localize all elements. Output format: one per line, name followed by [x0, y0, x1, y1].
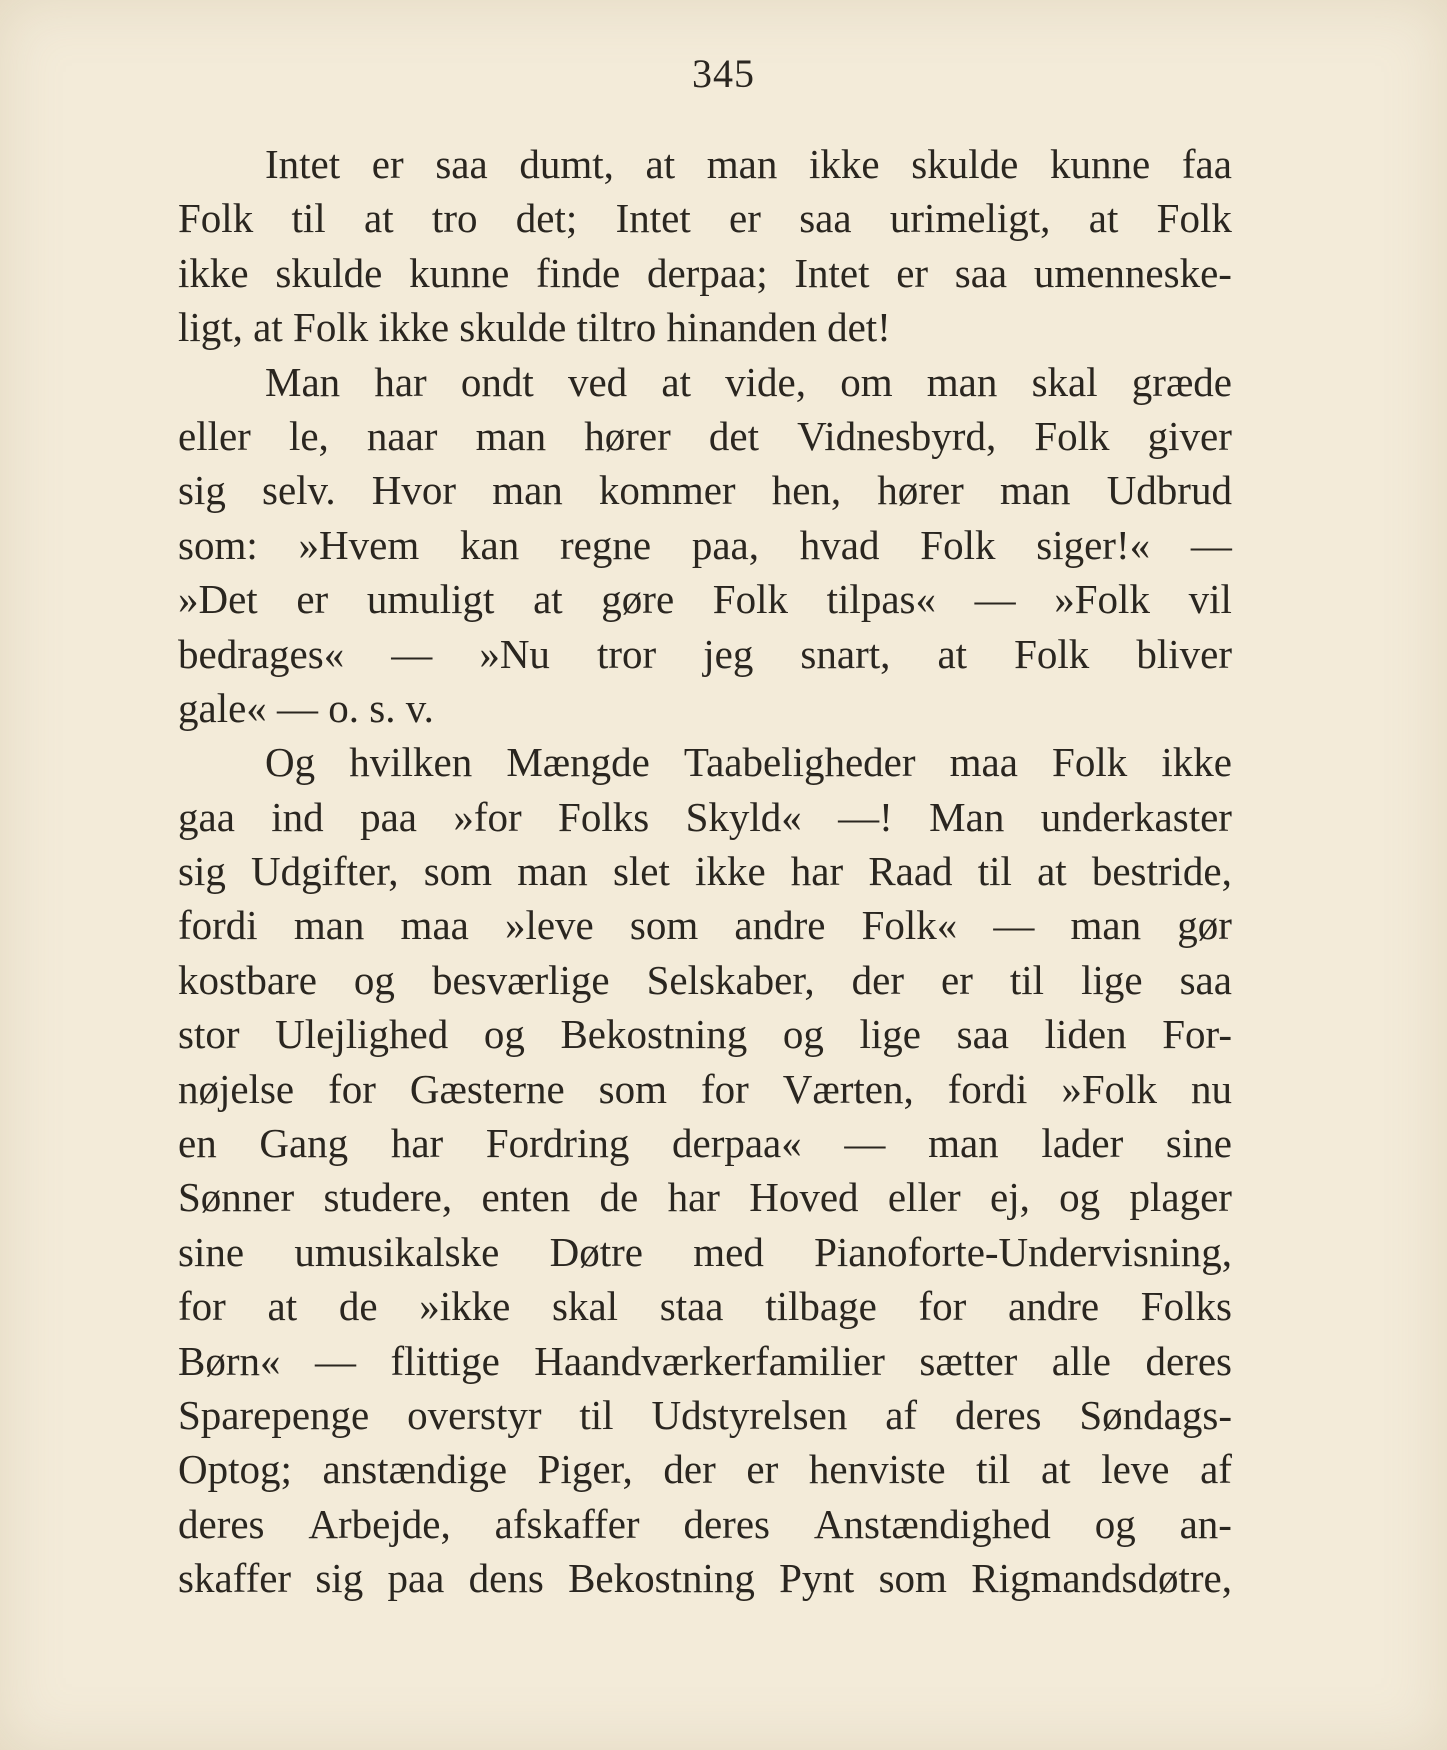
text-line: »Det er umuligt at gøre Folk tilpas« — »Folk vil: [178, 576, 1232, 623]
text-line: sine umusikalske Døtre med Pianoforte-Undervisning,: [178, 1228, 1232, 1275]
text-line: skaffer sig paa dens Bekostning Pynt som Rigmandsdøtre,: [178, 1555, 1232, 1602]
text-line: bedrages« — »Nu tror jeg snart, at Folk bliver: [178, 630, 1232, 677]
text-line: sig Udgifter, som man slet ikke har Raad til at bestride,: [178, 848, 1232, 895]
text-line: ikke skulde kunne finde derpaa; Intet er saa umenneske-: [178, 249, 1232, 296]
text-line: kostbare og besværlige Selskaber, der er til lige saa: [178, 956, 1232, 1003]
text-line: deres Arbejde, afskaffer deres Anstændighed og an-: [178, 1500, 1232, 1547]
text-line: som: »Hvem kan regne paa, hvad Folk siger!« —: [178, 521, 1232, 568]
text-line: Børn« — flittige Haandværkerfamilier sætter alle deres: [178, 1337, 1232, 1384]
text-line: sig selv. Hvor man kommer hen, hører man Udbrud: [178, 467, 1232, 514]
text-line: Optog; anstændige Piger, der er henviste til at leve af: [178, 1446, 1232, 1493]
text-line: Folk til at tro det; Intet er saa urimeligt, at Folk: [178, 195, 1232, 242]
text-line: Man har ondt ved at vide, om man skal græde: [265, 358, 1232, 405]
text-line: en Gang har Fordring derpaa« — man lader sine: [178, 1120, 1232, 1167]
page-number: 345: [692, 51, 755, 96]
text-line: stor Ulejlighed og Bekostning og lige saa liden For-: [178, 1011, 1232, 1058]
text-line: gaa ind paa »for Folks Skyld« —! Man underkaster: [178, 793, 1232, 840]
text-line: for at de »ikke skal staa tilbage for andre Folks: [178, 1283, 1232, 1330]
text-line: Intet er saa dumt, at man ikke skulde kunne faa: [265, 141, 1232, 187]
text-line: ligt, at Folk ikke skulde tiltro hinanden det!: [178, 304, 891, 351]
text-line: fordi man maa »leve som andre Folk« — man gør: [178, 902, 1232, 949]
text-line: gale« — o. s. v.: [178, 684, 434, 731]
page-text: [178, 137, 1232, 1606]
text-line: nøjelse for Gæsterne som for Værten, fordi »Folk nu: [178, 1065, 1232, 1112]
text-line: eller le, naar man hører det Vidnesbyrd, Folk giver: [178, 412, 1232, 459]
text-line: Sønner studere, enten de har Hoved eller ej, og plager: [178, 1174, 1232, 1221]
text-line: Sparepenge overstyr til Udstyrelsen af deres Søndags-: [178, 1391, 1232, 1438]
text-line: Og hvilken Mængde Taabeligheder maa Folk ikke: [265, 739, 1232, 786]
